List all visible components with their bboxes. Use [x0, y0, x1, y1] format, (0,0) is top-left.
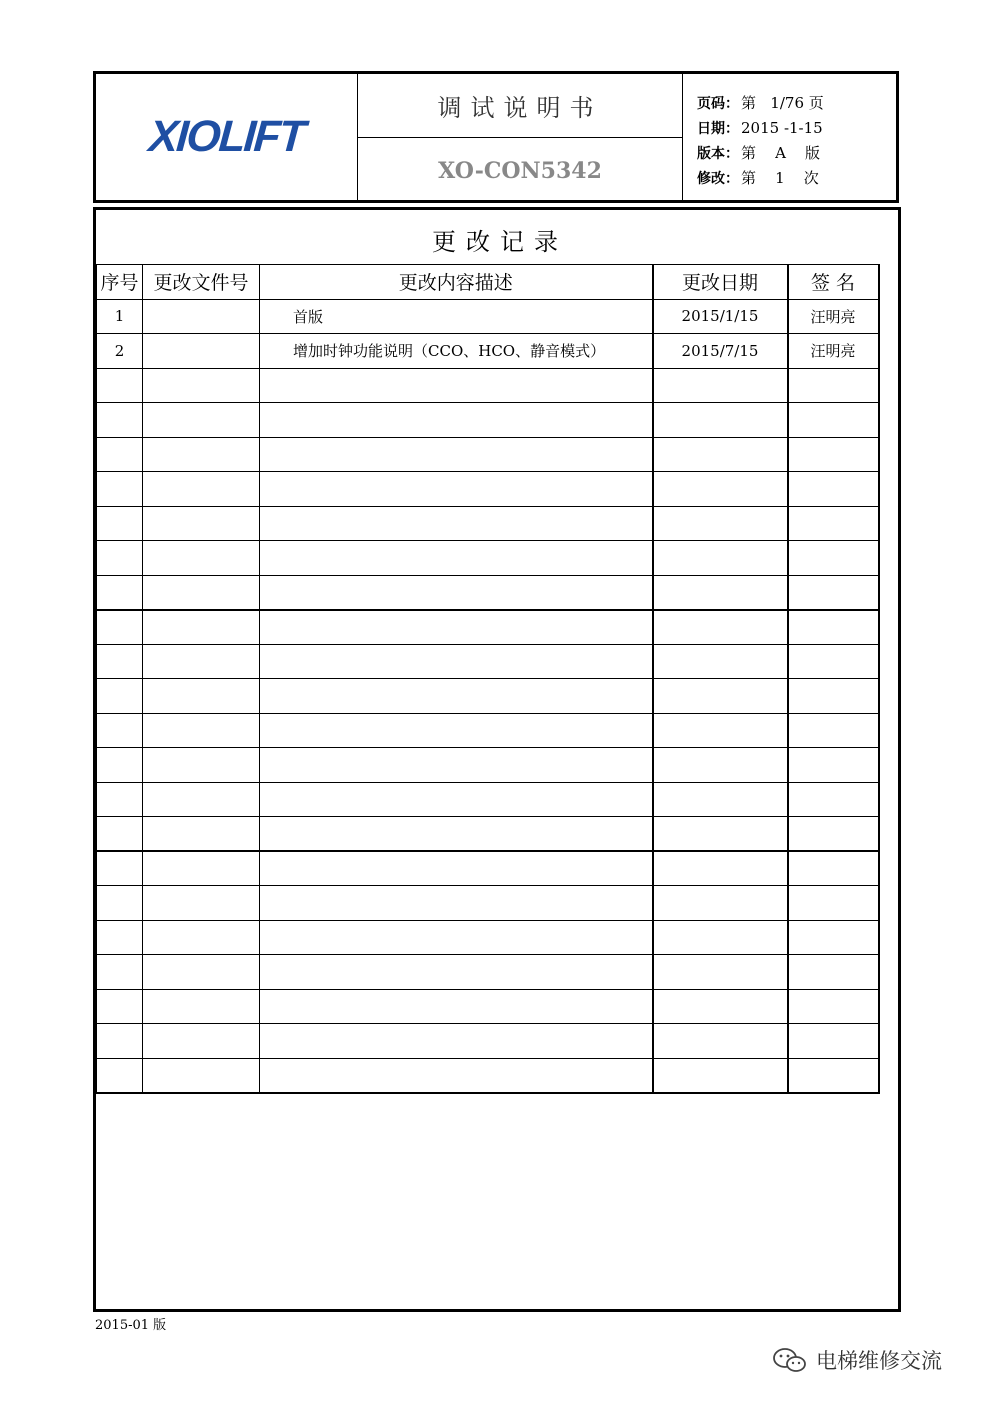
cell-sign: [788, 1058, 879, 1093]
cell-file: [143, 989, 260, 1024]
wechat-icon: [770, 1345, 810, 1375]
section-title: 更改记录: [432, 228, 568, 256]
cell-no: [97, 748, 143, 783]
table-row-empty: [97, 886, 879, 921]
table-row-empty: [97, 955, 879, 990]
cell-sign: [788, 782, 879, 817]
cell-sign: 汪明亮: [788, 334, 879, 369]
cell-sign: [788, 955, 879, 990]
cell-desc: 增加时钟功能说明（CCO、HCO、静音模式）: [260, 334, 653, 369]
cell-desc: [260, 610, 653, 645]
document-code: XO-CON5342: [438, 157, 602, 184]
cell-date: [653, 437, 788, 472]
cell-sign: [788, 1024, 879, 1059]
meta-revision: 修改： 第 1 次: [697, 169, 819, 187]
table-row-empty: [97, 679, 879, 714]
cell-desc: [260, 506, 653, 541]
cell-date: [653, 541, 788, 576]
cell-sign: [788, 403, 879, 438]
cell-date: [653, 679, 788, 714]
logo-cell: [96, 74, 358, 200]
cell-no: [97, 989, 143, 1024]
table-row-empty: [97, 713, 879, 748]
col-header-file: 更改文件号: [143, 265, 260, 300]
cell-no: [97, 368, 143, 403]
cell-file: [143, 817, 260, 852]
cell-no: [97, 920, 143, 955]
cell-file: [143, 403, 260, 438]
cell-sign: [788, 920, 879, 955]
table-row-empty: [97, 472, 879, 507]
cell-date: [653, 955, 788, 990]
cell-no: [97, 472, 143, 507]
cell-date: [653, 851, 788, 886]
watermark: [770, 1345, 942, 1375]
cell-file: [143, 955, 260, 990]
cell-sign: [788, 437, 879, 472]
cell-file: [143, 299, 260, 334]
table-row: [97, 299, 879, 334]
cell-file: [143, 713, 260, 748]
table-row-empty: [97, 368, 879, 403]
table-row-empty: [97, 644, 879, 679]
cell-sign: [788, 644, 879, 679]
cell-file: [143, 679, 260, 714]
cell-date: [653, 610, 788, 645]
cell-no: [97, 679, 143, 714]
cell-date: 2015/7/15: [653, 334, 788, 369]
cell-sign: [788, 368, 879, 403]
document-title: 调试说明书: [358, 74, 682, 138]
meta-version: 版本： 第 A 版: [697, 144, 820, 162]
cell-file: [143, 644, 260, 679]
change-record-section: [93, 207, 901, 1312]
table-row-empty: [97, 1058, 879, 1093]
cell-sign: [788, 989, 879, 1024]
cell-no: [97, 782, 143, 817]
cell-file: [143, 334, 260, 369]
cell-desc: [260, 403, 653, 438]
cell-sign: [788, 506, 879, 541]
table-row-empty: [97, 403, 879, 438]
table-header-row: [97, 265, 879, 300]
cell-desc: [260, 368, 653, 403]
cell-desc: [260, 955, 653, 990]
cell-desc: [260, 851, 653, 886]
cell-sign: [788, 679, 879, 714]
table-row-empty: [97, 1024, 879, 1059]
cell-no: [97, 575, 143, 610]
cell-sign: [788, 472, 879, 507]
cell-file: [143, 575, 260, 610]
cell-no: [97, 1058, 143, 1093]
cell-date: [653, 817, 788, 852]
meta-page: 页码： 第 1/76 页: [697, 94, 824, 112]
meta-date: 日期： 2015 -1-15: [697, 118, 823, 137]
watermark-text: 电梯维修交流: [816, 1349, 942, 1373]
cell-no: [97, 644, 143, 679]
table-row-empty: [97, 817, 879, 852]
cell-date: 2015/1/15: [653, 299, 788, 334]
cell-sign: [788, 610, 879, 645]
cell-desc: [260, 541, 653, 576]
col-header-sign: 签 名: [788, 265, 879, 300]
cell-file: [143, 748, 260, 783]
cell-sign: [788, 541, 879, 576]
cell-date: [653, 368, 788, 403]
cell-no: [97, 955, 143, 990]
cell-desc: [260, 644, 653, 679]
cell-no: [97, 886, 143, 921]
col-header-no: 序号: [97, 265, 143, 300]
cell-date: [653, 989, 788, 1024]
cell-date: [653, 506, 788, 541]
cell-sign: [788, 886, 879, 921]
cell-date: [653, 1058, 788, 1093]
cell-sign: [788, 713, 879, 748]
cell-sign: [788, 851, 879, 886]
cell-file: [143, 782, 260, 817]
table-row-empty: [97, 575, 879, 610]
cell-desc: 首版: [260, 299, 653, 334]
cell-no: [97, 713, 143, 748]
table-row-empty: [97, 541, 879, 576]
table-row-empty: [97, 851, 879, 886]
cell-date: [653, 713, 788, 748]
table-row-empty: [97, 748, 879, 783]
cell-sign: [788, 575, 879, 610]
cell-file: [143, 920, 260, 955]
cell-date: [653, 782, 788, 817]
cell-file: [143, 851, 260, 886]
document-header: [93, 71, 899, 203]
cell-desc: [260, 886, 653, 921]
cell-no: [97, 851, 143, 886]
cell-date: [653, 575, 788, 610]
table-row-empty: [97, 920, 879, 955]
cell-desc: [260, 575, 653, 610]
cell-file: [143, 506, 260, 541]
cell-no: [97, 610, 143, 645]
col-header-date: 更改日期: [653, 265, 788, 300]
cell-no: [97, 1024, 143, 1059]
cell-desc: [260, 437, 653, 472]
table-row-empty: [97, 782, 879, 817]
cell-file: [143, 472, 260, 507]
cell-no: [97, 403, 143, 438]
cell-no: 1: [97, 299, 143, 334]
table-row-empty: [97, 610, 879, 645]
table-row-empty: [97, 506, 879, 541]
cell-sign: 汪明亮: [788, 299, 879, 334]
cell-date: [653, 920, 788, 955]
cell-desc: [260, 679, 653, 714]
cell-desc: [260, 1058, 653, 1093]
col-header-desc: 更改内容描述: [260, 265, 653, 300]
cell-file: [143, 610, 260, 645]
cell-desc: [260, 713, 653, 748]
table-row-empty: [97, 437, 879, 472]
cell-date: [653, 886, 788, 921]
cell-file: [143, 1024, 260, 1059]
cell-no: [97, 817, 143, 852]
cell-desc: [260, 817, 653, 852]
cell-file: [143, 886, 260, 921]
cell-no: [97, 541, 143, 576]
change-record-table: [96, 264, 880, 1094]
cell-desc: [260, 782, 653, 817]
footer-edition: 2015-01 版: [95, 1318, 167, 1333]
cell-sign: [788, 748, 879, 783]
cell-date: [653, 472, 788, 507]
cell-desc: [260, 1024, 653, 1059]
cell-date: [653, 748, 788, 783]
cell-desc: [260, 472, 653, 507]
cell-file: [143, 368, 260, 403]
table-row: [97, 334, 879, 369]
meta-cell: [683, 74, 896, 200]
cell-desc: [260, 748, 653, 783]
cell-no: [97, 437, 143, 472]
cell-no: [97, 506, 143, 541]
cell-file: [143, 1058, 260, 1093]
cell-sign: [788, 817, 879, 852]
table-row-empty: [97, 989, 879, 1024]
cell-desc: [260, 920, 653, 955]
company-logo: XIOLIFT: [147, 112, 306, 161]
cell-file: [143, 437, 260, 472]
cell-desc: [260, 989, 653, 1024]
cell-date: [653, 1024, 788, 1059]
cell-no: 2: [97, 334, 143, 369]
cell-date: [653, 644, 788, 679]
cell-date: [653, 403, 788, 438]
cell-file: [143, 541, 260, 576]
title-cell: [358, 74, 683, 200]
